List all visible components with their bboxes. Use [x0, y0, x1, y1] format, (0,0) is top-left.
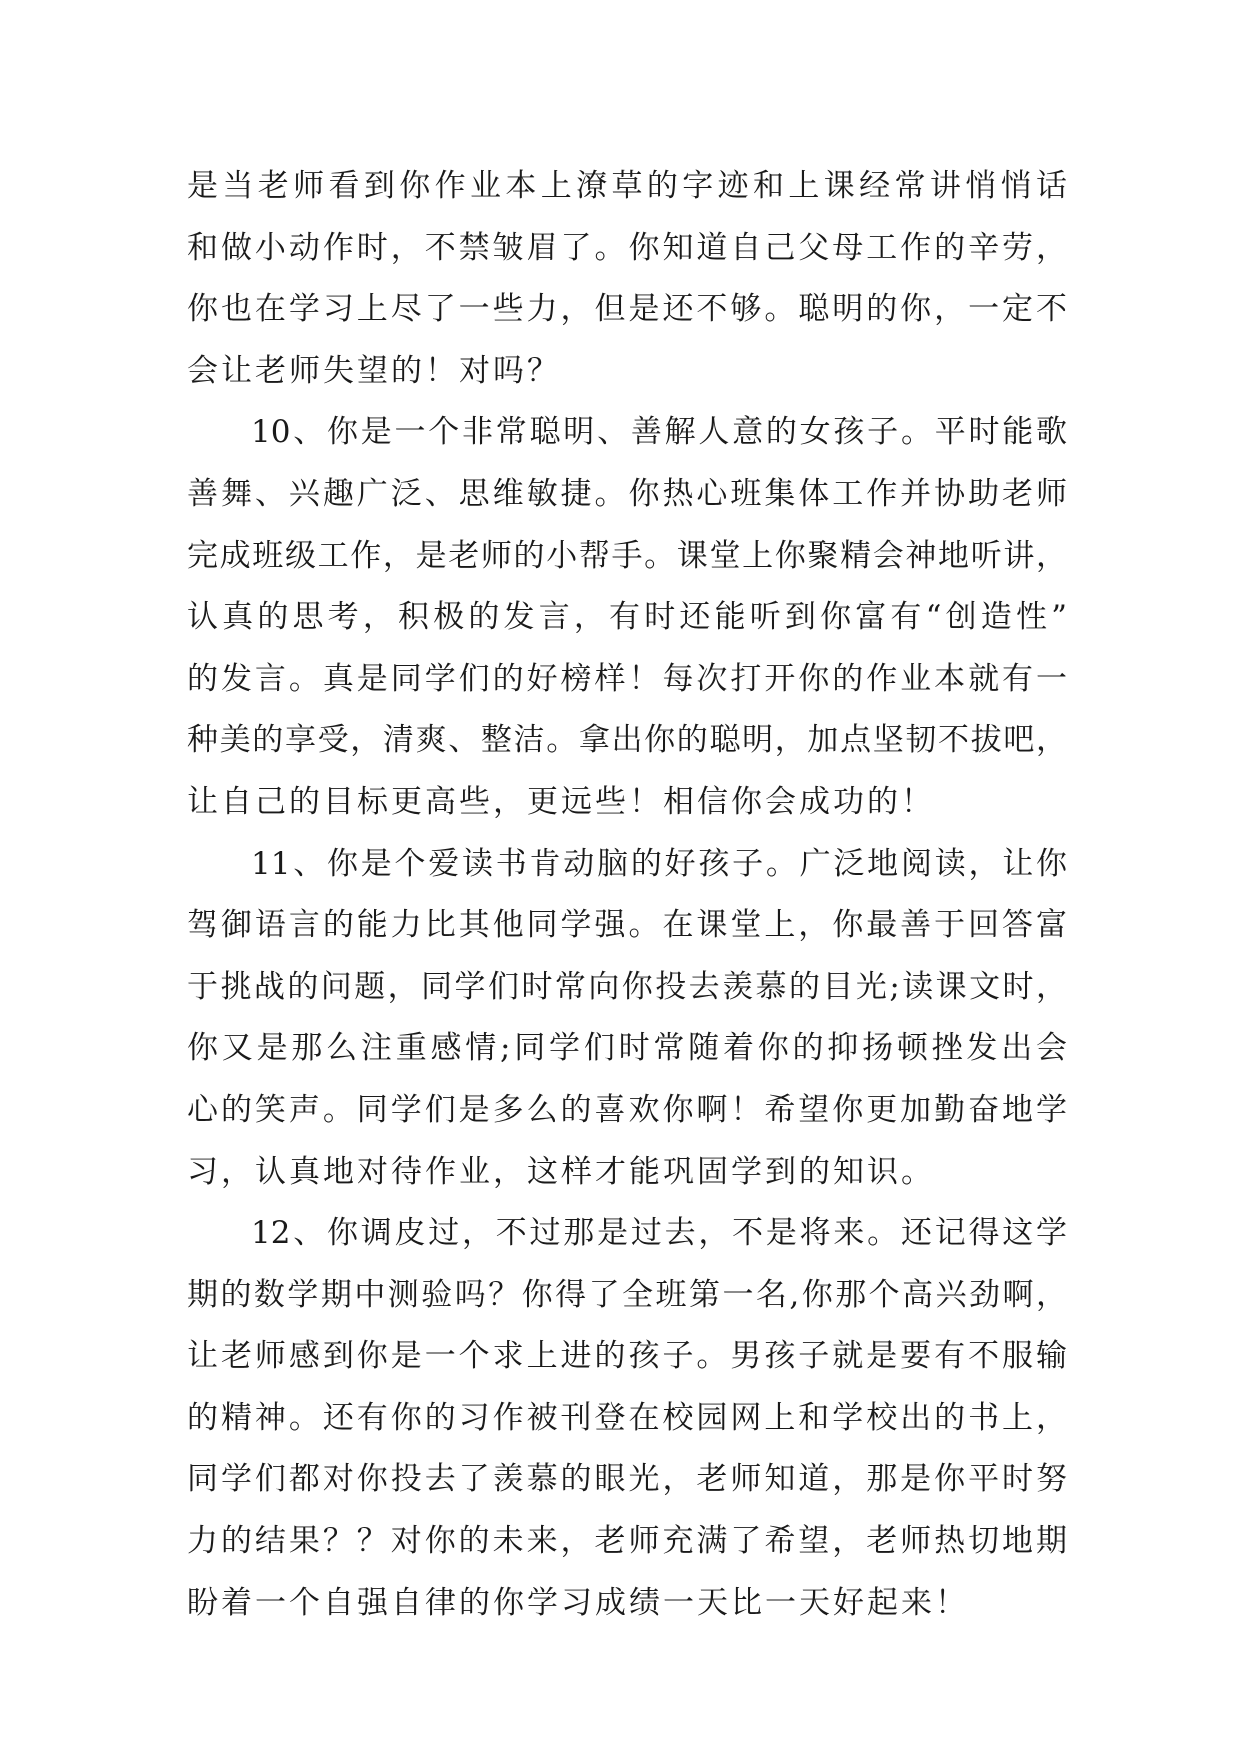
text-line: 力的结果？？对你的未来，老师充满了希望，老师热切地期 — [187, 1523, 1067, 1560]
text-line: 期的数学期中测验吗？你得了全班第一名,你那个高兴劲啊， — [187, 1276, 1067, 1313]
text-line: 的精神。还有你的习作被刊登在校园网上和学校出的书上， — [187, 1399, 1067, 1436]
text-line: 你又是那么注重感情;同学们时常随着你的抑扬顿挫发出会 — [187, 1030, 1067, 1067]
text-line: 让自己的目标更高些，更远些！相信你会成功的！ — [187, 783, 935, 820]
text-line: 让老师感到你是一个求上进的孩子。男孩子就是要有不服输 — [187, 1338, 1067, 1375]
text-line: 你也在学习上尽了一些力，但是还不够。聪明的你，一定不 — [187, 291, 1067, 328]
text-line: 种美的享受，清爽、整洁。拿出你的聪明，加点坚韧不拔吧， — [187, 722, 1067, 759]
text-line: 和做小动作时，不禁皱眉了。你知道自己父母工作的辛劳， — [187, 229, 1067, 266]
text-line: 心的笑声。同学们是多么的喜欢你啊！希望你更加勤奋地学 — [187, 1091, 1067, 1128]
text-line: 会让老师失望的！对吗？ — [187, 352, 561, 389]
text-line: 驾御语言的能力比其他同学强。在课堂上，你最善于回答富 — [187, 907, 1067, 944]
text-line: 完成班级工作，是老师的小帮手。课堂上你聚精会神地听讲， — [187, 537, 1067, 574]
text-line: 于挑战的问题，同学们时常向你投去羡慕的目光;读课文时， — [187, 968, 1067, 1005]
paragraph-first-line: 11、你是个爱读书肯动脑的好孩子。广泛地阅读，让你 — [251, 845, 1067, 882]
text-line: 的发言。真是同学们的好榜样！每次打开你的作业本就有一 — [187, 660, 1067, 697]
paragraph-first-line: 12、你调皮过，不过那是过去，不是将来。还记得这学 — [251, 1215, 1067, 1252]
text-line: 认真的思考，积极的发言，有时还能听到你富有“创造性” — [187, 599, 1067, 636]
paragraph-first-line: 10、你是一个非常聪明、善解人意的女孩子。平时能歌 — [251, 414, 1067, 451]
text-line: 善舞、兴趣广泛、思维敏捷。你热心班集体工作并协助老师 — [187, 475, 1067, 512]
document-body — [187, 156, 1067, 1634]
text-line: 习，认真地对待作业，这样才能巩固学到的知识。 — [187, 1153, 935, 1190]
text-line: 同学们都对你投去了羡慕的眼光，老师知道，那是你平时努 — [187, 1461, 1067, 1498]
text-line: 盼着一个自强自律的你学习成绩一天比一天好起来！ — [187, 1584, 969, 1621]
text-line: 是当老师看到你作业本上潦草的字迹和上课经常讲悄悄话 — [187, 168, 1067, 204]
